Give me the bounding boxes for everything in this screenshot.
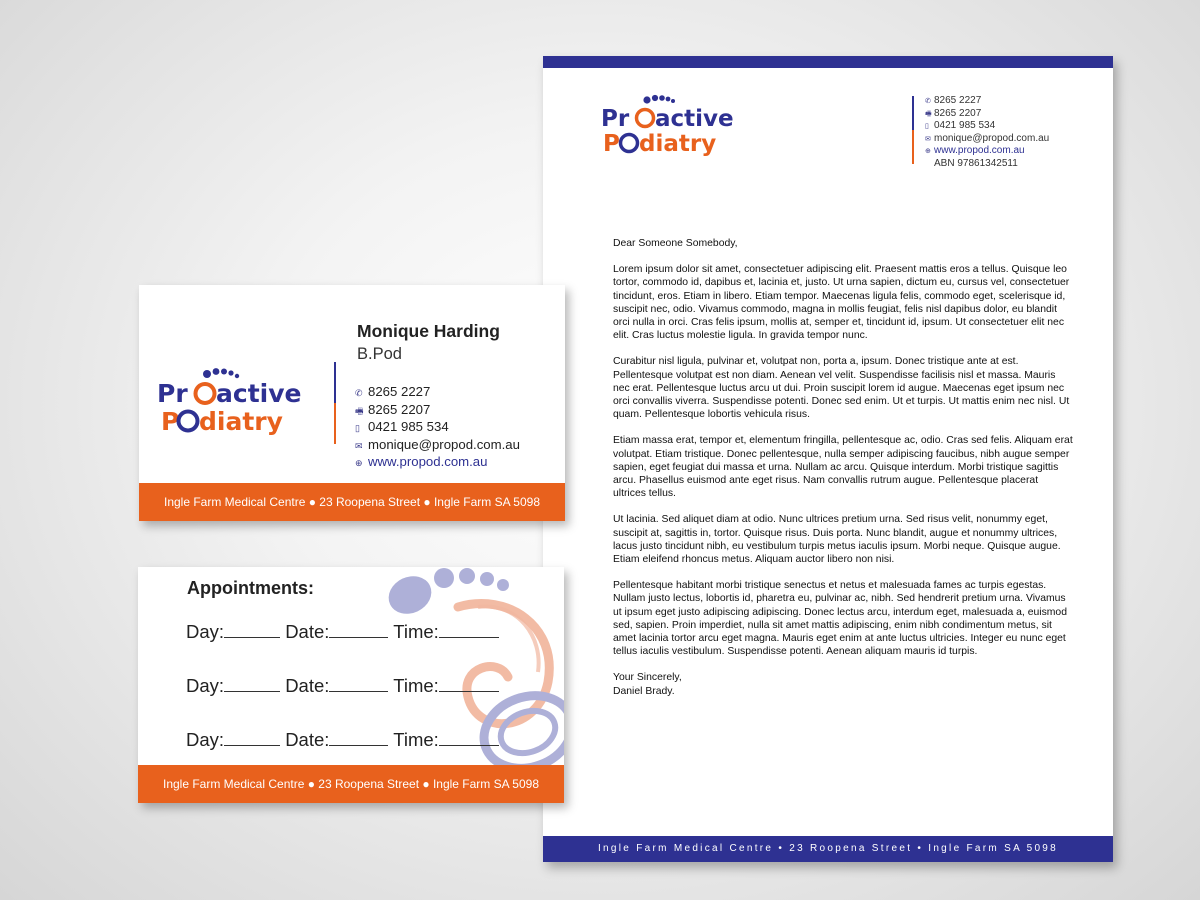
letter-paragraph: Ut lacinia. Sed aliquet diam at odio. Nunc ultrices pretium urna. Sed risus velit, nonummy eget, suscipit at, sagittis in, tortor. Quisque risus. Duis porta. Nunc blandit, augue et nonummy ultrices, lacus justo tincidunt nibh, eu vestibulum turpis metus iaculis ipsum. Morbi neque. Quisque augue. Etiam eleifend rhoncus metus. Aliquam auctor libero non nisi. xyxy=(613,514,1061,566)
contact-fax: 🖷 8265 2207 xyxy=(355,402,520,420)
svg-text:P: P xyxy=(161,407,180,436)
svg-text:Pr: Pr xyxy=(601,106,630,132)
card-footer-address: Ingle Farm Medical Centre ● 23 Roopena Street ● Ingle Farm SA 5098 xyxy=(163,495,541,509)
appointment-row-3 xyxy=(186,727,499,751)
time-label: Time: xyxy=(393,621,439,642)
web-icon: ⊕ xyxy=(925,148,931,155)
contact-email[interactable]: ✉ monique@propod.com.au xyxy=(355,437,520,455)
contact-fax: 🖷 8265 2207 xyxy=(925,107,982,119)
business-card xyxy=(139,285,565,521)
date-label: Date: xyxy=(285,729,330,750)
letterhead-footer-bar xyxy=(543,836,1113,862)
contact-mobile: ▯ 0421 985 534 xyxy=(355,419,520,437)
fax-icon: 🖷 xyxy=(925,110,932,118)
fax-icon: 🖷 xyxy=(355,405,364,416)
mobile-icon: ▯ xyxy=(355,423,360,433)
contact-email[interactable]: ✉ monique@propod.com.au xyxy=(925,132,1050,144)
letterhead-divider xyxy=(912,96,914,164)
web-icon: ⊕ xyxy=(355,458,363,468)
time-blank[interactable] xyxy=(439,619,499,638)
svg-text:P: P xyxy=(603,131,620,157)
phone-icon: ✆ xyxy=(355,388,363,398)
appointment-footer-bar xyxy=(138,765,564,803)
date-label: Date: xyxy=(285,621,330,642)
time-label: Time: xyxy=(393,729,439,750)
appointment-row-1 xyxy=(186,619,499,643)
email-icon: ✉ xyxy=(355,440,363,451)
time-label: Time: xyxy=(393,675,439,696)
letter-paragraph: Etiam massa erat, tempor et, elementum fringilla, pellentesque ac, odio. Cras sed felis. Aliquam erat volutpat. Etiam tristique. Donec pellentesque, nulla semper adipiscing faucibus, nibh augue semper sapien, eget feugiat dui massa et urna. Nullam ac arcu. Quisque interdum. Morbi tristique sagittis arcu. Phasellus euismod ante eget risus. Nam convallis rutrum augue. Pellentesque placerat ultrices tellus. xyxy=(613,435,1073,500)
card-contacts xyxy=(355,384,520,472)
letter-paragraph: Curabitur nisl ligula, pulvinar et, volutpat non, porta a, ipsum. Donec tristique ante at est. Pellentesque volutpat est non diam. Aenean vel velit. Suspendisse facilisis nisl et massa. Mauris nec erat. Pellentesque luctus arcu ut dui. Proin suscipit lorem id augue. Maecenas eget ipsum nec orci convallis viverra. Suspendisse potenti. Donec sed enim. Ut et turpis. Ut mattis enim nec nisl. Ut quam. Pellentesque lobortis vehicula risus. xyxy=(613,356,1070,421)
svg-text:active: active xyxy=(216,379,302,408)
proactive-podiatry-logo xyxy=(601,94,751,160)
contact-phone: ✆ 8265 2227 xyxy=(355,384,520,402)
letter-closing: Your Sincerely, xyxy=(613,672,682,684)
letterhead-footer-address: Ingle Farm Medical Centre • 23 Roopena Street • Ingle Farm SA 5098 xyxy=(597,843,1059,854)
contact-website[interactable]: ⊕ www.propod.com.au xyxy=(355,454,520,472)
letterhead-top-bar xyxy=(543,56,1113,68)
date-blank[interactable] xyxy=(329,673,388,692)
contact-website[interactable]: ⊕ www.propod.com.au xyxy=(925,145,1025,156)
day-blank[interactable] xyxy=(224,673,280,692)
time-blank[interactable] xyxy=(439,673,499,692)
email-icon: ✉ xyxy=(925,135,931,143)
card-footer-bar xyxy=(139,483,565,521)
day-label: Day: xyxy=(186,729,225,750)
day-blank[interactable] xyxy=(224,619,280,638)
card-holder-name: Monique Harding xyxy=(357,321,500,341)
mobile-icon: ▯ xyxy=(925,123,929,130)
letterhead-contacts xyxy=(925,95,1049,169)
svg-text:diatry: diatry xyxy=(639,131,717,157)
letter-body xyxy=(613,237,1073,698)
day-blank[interactable] xyxy=(224,727,280,746)
appointment-card xyxy=(138,567,564,803)
letter-signoff xyxy=(613,671,1073,697)
letterhead-page xyxy=(543,56,1113,862)
abn-number: ABN 97861342511 xyxy=(934,157,1018,169)
card-divider xyxy=(334,362,336,444)
svg-text:active: active xyxy=(655,106,734,132)
day-label: Day: xyxy=(186,621,225,642)
letter-paragraph: Lorem ipsum dolor sit amet, consectetuer adipiscing elit. Praesent mattis eros a tellus. Quisque leo tortor, commodo id, dapibus et, lacinia et, justo. Ut urna sapien, dictum eu, cursus vel, consectetuer tincidunt, eros. Etiam in libero. Etiam tempor. Maecenas ligula felis, commodo eget, scelerisque id, suscipit nec, odio. Vivamus commodo, magna in mollis feugiat, felis nisl dapibus dolor, eu blandit orci nulla in orci. Cras felis ipsum, mollis at, semper et, tincidunt id, ipsum. Ut consectetuer elit nec elit. Cras luctus molestie ligula. In gravida tempor nunc. xyxy=(613,264,1070,342)
contact-mobile: ▯ 0421 985 534 xyxy=(925,120,996,131)
date-blank[interactable] xyxy=(329,727,388,746)
letter-salutation: Dear Someone Somebody, xyxy=(613,238,738,249)
day-label: Day: xyxy=(186,675,225,696)
time-blank[interactable] xyxy=(439,727,499,746)
footprint-icon xyxy=(382,568,509,621)
appointment-footer-address: Ingle Farm Medical Centre ● 23 Roopena Street ● Ingle Farm SA 5098 xyxy=(162,777,540,791)
contact-phone: ✆ 8265 2227 xyxy=(925,95,982,106)
svg-text:diatry: diatry xyxy=(199,407,283,436)
card-holder-credential: B.Pod xyxy=(357,345,402,363)
date-label: Date: xyxy=(285,675,330,696)
proactive-podiatry-logo xyxy=(157,367,322,439)
appointment-row-2 xyxy=(186,673,499,697)
date-blank[interactable] xyxy=(329,619,388,638)
appointments-title: Appointments: xyxy=(187,578,314,598)
letter-signature: Daniel Brady. xyxy=(613,685,675,697)
phone-icon: ✆ xyxy=(925,98,931,105)
svg-text:Pr: Pr xyxy=(157,379,188,408)
letter-paragraph: Pellentesque habitant morbi tristique senectus et netus et malesuada fames ac turpis egestas. Nullam justo lectus, lobortis id, pharetra eu, pulvinar ac, nibh. Sed hendrerit pretium urna. Vivamus ut ipsum eget justo adipiscing adipiscing. Donec lectus arcu, interdum eget, malesuada a, euismod sed, sapien. Proin imperdiet, nulla sit amet mattis adipiscing, enim nibh condimentum metus, sit amet lacinia tortor arcu eget magna. Mauris eget enim at ante luctus ultricies. Integer eu nunc eget tellus iaculis vestibulum. Suspendisse potenti. Aenean aliquam mauris id turpis. xyxy=(613,580,1067,658)
